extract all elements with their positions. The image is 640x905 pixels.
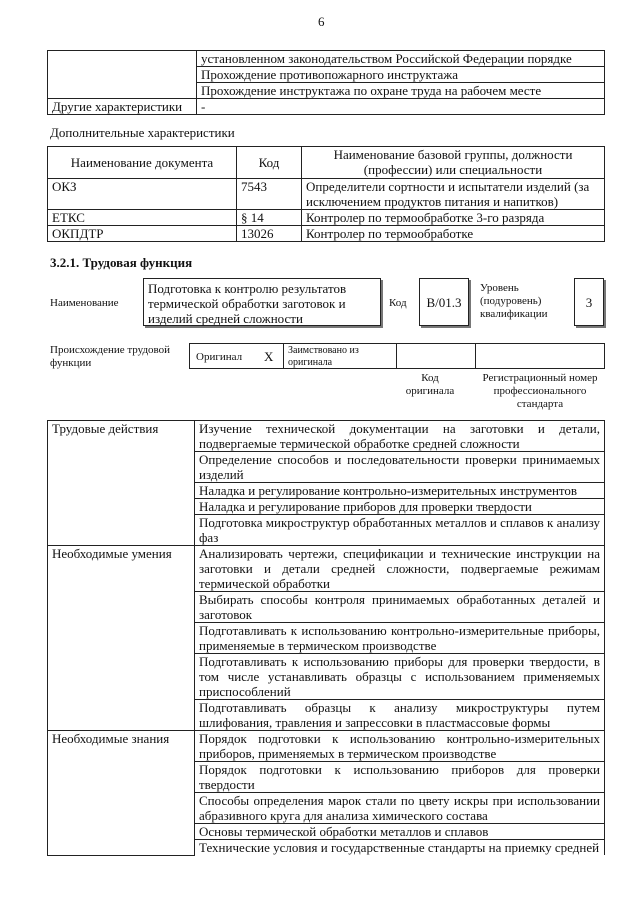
function-code-box: В/01.3 [419,278,469,326]
code-label: Код [389,297,407,309]
list-item: Подготавливать образцы к анализу микроструктуры путем шлифования, травления и запрессовки в пластмассовые формы [195,700,605,731]
list-item: Подготовка микроструктур обработанных металлов и сплавов к анализу фаз [195,515,605,546]
list-item: Наладка и регулирование контрольно-измерительных инструментов [195,483,605,499]
doc-name-cell: ОКЗ [48,179,237,210]
top-table-label-cell [48,51,197,99]
function-name-box: Подготовка к контролю результатов термической обработки заготовок и изделий средней сложности [143,278,381,326]
list-item: Основы термической обработки металлов и сплавов [195,824,605,840]
other-characteristics-value: - [197,99,605,115]
main-table [47,420,605,856]
original-mark: X [264,349,274,364]
list-item: Технические условия и государственные стандарты на приемку средней [195,840,605,856]
list-item: Подготавливать к использованию контрольно-измерительные приборы, применяемые в термическом производстве [195,623,605,654]
name-label: Наименование [50,297,119,309]
list-item: Определение способов и последовательности проверки принимаемых изделий [195,452,605,483]
origin-code-caption: Код оригинала [405,372,455,397]
level-value-box: 3 [574,278,604,326]
top-table [47,50,605,115]
origin-divider [283,344,284,368]
doc-code-cell: 13026 [237,226,302,242]
doc-group-cell: Контролер по термообработке 3-го разряда [302,210,605,226]
origin-label: Происхождение трудовой функции [50,344,171,369]
level-label: Уровень (подуровень) квалификации [480,282,548,320]
list-item: Порядок подготовки к использованию приборов для проверки твердости [195,762,605,793]
group-label-knowledge: Необходимые знания [48,731,195,856]
origin-table [189,343,605,369]
list-item: Наладка и регулирование приборов для проверки твердости [195,499,605,515]
section-title: 3.2.1. Трудовая функция [50,255,193,270]
list-item: Выбирать способы контроля принимаемых обработанных деталей и заготовок [195,592,605,623]
group-label-skills: Необходимые умения [48,546,195,731]
additional-heading: Дополнительные характеристики [50,125,235,140]
header-document: Наименование документа [48,147,237,179]
doc-code-cell: § 14 [237,210,302,226]
group-label-actions: Трудовые действия [48,421,195,546]
list-item: Подготавливать к использованию приборы для проверки твердости, в том числе устанавливать образцы с использованием применяемых приспособлений [195,654,605,700]
list-item: Способы определения марок стали по цвету искры при использовании абразивного круга для анализа химического состава [195,793,605,824]
header-code: Код [237,147,302,179]
reg-number-caption: Регистрационный номер профессионального стандарта [482,372,598,410]
page-number: 6 [318,14,325,29]
origin-divider [396,344,397,368]
other-characteristics-label: Другие характеристики [48,99,197,115]
doc-code-cell: 7543 [237,179,302,210]
doc-group-cell: Контролер по термообработке [302,226,605,242]
doc-name-cell: ЕТКС [48,210,237,226]
header-group: Наименование базовой группы, должности (профессии) или специальности [302,147,605,179]
doc-group-cell: Определители сортности и испытатели изделий (за исключением продуктов питания и напитков) [302,179,605,210]
origin-divider [475,344,476,368]
list-item: Анализировать чертежи, спецификации и технические инструкции на заготовки и детали средней сложности, подвергаемые режимам термической обработки [195,546,605,592]
list-item: Изучение технической документации на заготовки и детали, подвергаемые термической обработке средней сложности [195,421,605,452]
top-table-cell: Прохождение инструктажа по охране труда на рабочем месте [197,83,605,99]
list-item: Порядок подготовки к использованию контрольно-измерительных приборов, применяемых в термическом производстве [195,731,605,762]
top-table-cell: установленном законодательством Российской Федерации порядке [197,51,605,67]
additional-table [47,146,605,242]
borrowed-label: Заимствовано из оригинала [288,345,359,368]
top-table-cell: Прохождение противопожарного инструктажа [197,67,605,83]
doc-name-cell: ОКПДТР [48,226,237,242]
original-label: Оригинал [196,351,243,363]
